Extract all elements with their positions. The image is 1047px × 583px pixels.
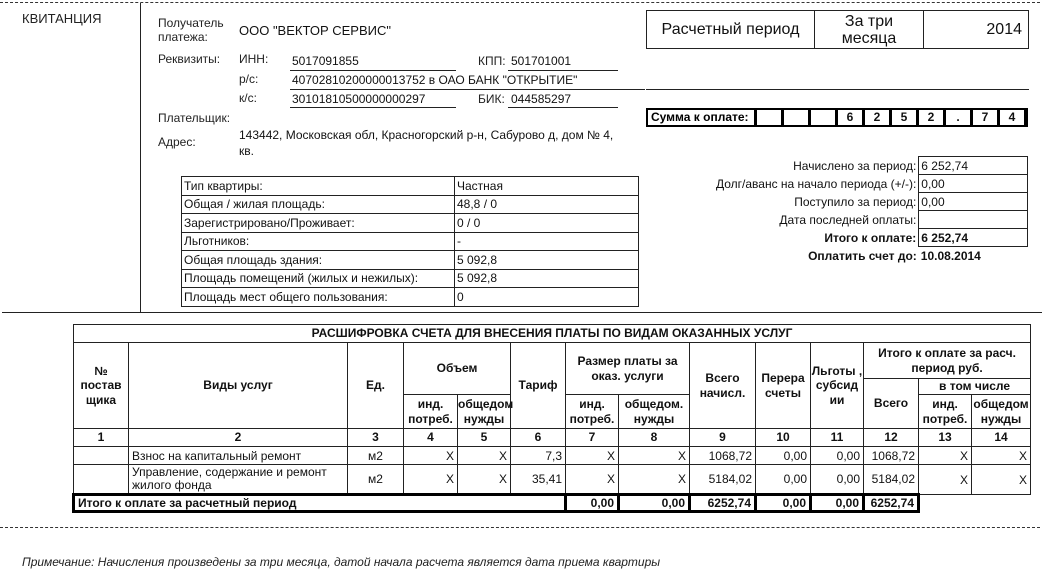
sum-digit: . <box>946 110 970 125</box>
bik-label: БИК: <box>478 92 505 106</box>
sum-due-label: Сумма к оплате: <box>648 110 754 125</box>
services-table <box>72 324 1031 513</box>
header-recalc: Перера счеты <box>756 343 811 429</box>
section-divider <box>2 312 1042 313</box>
requisites-label: Реквизиты: <box>158 52 221 66</box>
kpp-value: 501701001 <box>511 54 572 68</box>
bik-value: 044585297 <box>511 92 572 106</box>
header-volume-common: общедом нужды <box>458 395 511 429</box>
column-numbers-row: 1 2 3 4 5 6 7 8 9 10 11 12 13 14 <box>74 429 1031 447</box>
cut-line-bottom <box>0 527 1040 528</box>
sum-digit <box>811 110 835 125</box>
payer-label: Плательщик: <box>158 111 231 125</box>
table-row: Взнос на капитальный ремонт м2 X X 7,3 X X 1068,72 0,00 0,00 1068,72 X X <box>74 447 1031 465</box>
kpp-underline <box>508 70 618 71</box>
receipt-title: КВИТАНЦИЯ <box>22 11 102 26</box>
header-fee-common: общедом. нужды <box>619 395 690 429</box>
header-service: Виды услуг <box>129 343 348 429</box>
payment-summary <box>640 156 1028 265</box>
summary-row-total: Итого к оплате: 6 252,74 <box>640 229 1028 247</box>
sum-digit: 2 <box>865 110 889 125</box>
header-supplier-no: № постав щика <box>74 343 129 429</box>
ks-value: 30101810500000000297 <box>292 92 426 106</box>
header-unit: Ед. <box>348 343 404 429</box>
sum-digit: 2 <box>919 110 943 125</box>
header-benefits: Льготы , субсид ии <box>811 343 864 429</box>
rs-underline <box>290 89 645 90</box>
inn-label: ИНН: <box>239 52 269 66</box>
header-total-due: Итого к оплате за расч. период руб. <box>864 343 1031 379</box>
summary-row: Дата последней оплаты: <box>640 211 1028 229</box>
bik-underline <box>508 107 618 108</box>
sum-digit: 7 <box>973 110 997 125</box>
pay-by-row: Оплатить счет до: 10.08.2014 <box>808 248 981 263</box>
apartment-row: Льготников: - <box>182 232 639 251</box>
sum-digit: 4 <box>1000 110 1024 125</box>
apartment-info-table <box>181 176 639 307</box>
kpp-label: КПП: <box>478 54 506 68</box>
table-caption: РАСШИФРОВКА СЧЕТА ДЛЯ ВНЕСЕНИЯ ПЛАТЫ ПО ВИДАМ ОКАЗАННЫХ УСЛУГ <box>74 325 1031 343</box>
period-label: Расчетный период <box>647 11 815 48</box>
apartment-row: Тип квартиры: Частная <box>182 177 639 196</box>
header-including: в том числе <box>919 379 1031 395</box>
cut-line-top <box>0 2 1040 3</box>
apartment-row: Общая / жилая площадь: 48,8 / 0 <box>182 195 639 214</box>
sum-digit: 6 <box>838 110 862 125</box>
rs-label: р/с: <box>239 72 259 86</box>
summary-row: Долг/аванс на начало периода (+/-): 0,00 <box>640 175 1028 193</box>
header-total-charged: Всего начисл. <box>690 343 756 429</box>
apartment-row: Площадь мест общего пользования: 0 <box>182 288 639 307</box>
recipient-label: Получатель платежа: <box>158 16 224 44</box>
ks-underline <box>290 107 456 108</box>
apartment-row: Зарегистрировано/Проживает: 0 / 0 <box>182 214 639 233</box>
header-tariff: Тариф <box>511 343 566 429</box>
address-value: 143442, Московская обл, Красногорский р-н, Сабурово д, дом № 4, кв. <box>239 128 614 158</box>
header-volume: Объем <box>404 343 511 395</box>
header-incl-ind: инд. потреб. <box>919 395 972 429</box>
period-underline <box>646 89 1029 90</box>
rs-value: 40702810200000013752 в ОАО БАНК "ОТКРЫТИЕ" <box>292 73 578 87</box>
header-fee-ind: инд. потреб. <box>566 395 619 429</box>
apartment-row: Общая площадь здания: 5 092,8 <box>182 251 639 270</box>
sum-digit <box>784 110 808 125</box>
summary-row: Поступило за период: 0,00 <box>640 193 1028 211</box>
sum-digit <box>757 110 781 125</box>
sum-digit: 5 <box>892 110 916 125</box>
inn-underline <box>290 70 456 71</box>
address-label: Адрес: <box>158 135 196 149</box>
recipient-name: ООО "ВЕКТОР СЕРВИС" <box>239 23 391 38</box>
ks-label: к/с: <box>239 91 257 105</box>
summary-row: Начислено за период: 6 252,74 <box>640 157 1028 175</box>
period-year: 2014 <box>986 20 1022 38</box>
footnote: Примечание: Начисления произведены за три месяца, датой начала расчета является дата приема квартиры <box>22 555 661 569</box>
table-row: Управление, содержание и ремонт жилого фонда м2 X X 35,41 X X 5184,02 0,00 0,00 5184,02 X X <box>74 465 1031 495</box>
period-value: За три месяца <box>815 11 924 48</box>
stub-divider <box>140 3 141 312</box>
header-fee: Размер платы за оказ. услуги <box>566 343 690 395</box>
table-total-row: Итого к оплате за расчетный период 0,00 0,00 6252,74 0,00 0,00 6252,74 <box>74 495 1031 512</box>
header-total-all: Всего <box>864 379 919 429</box>
billing-period-box <box>646 10 1029 49</box>
sum-due-box <box>646 108 1028 127</box>
inn-value: 5017091855 <box>292 54 359 68</box>
apartment-row: Площадь помещений (жилых и нежилых): 5 092,8 <box>182 269 639 288</box>
header-incl-common: общедом нужды <box>972 395 1031 429</box>
header-volume-ind: инд. потреб. <box>404 395 458 429</box>
